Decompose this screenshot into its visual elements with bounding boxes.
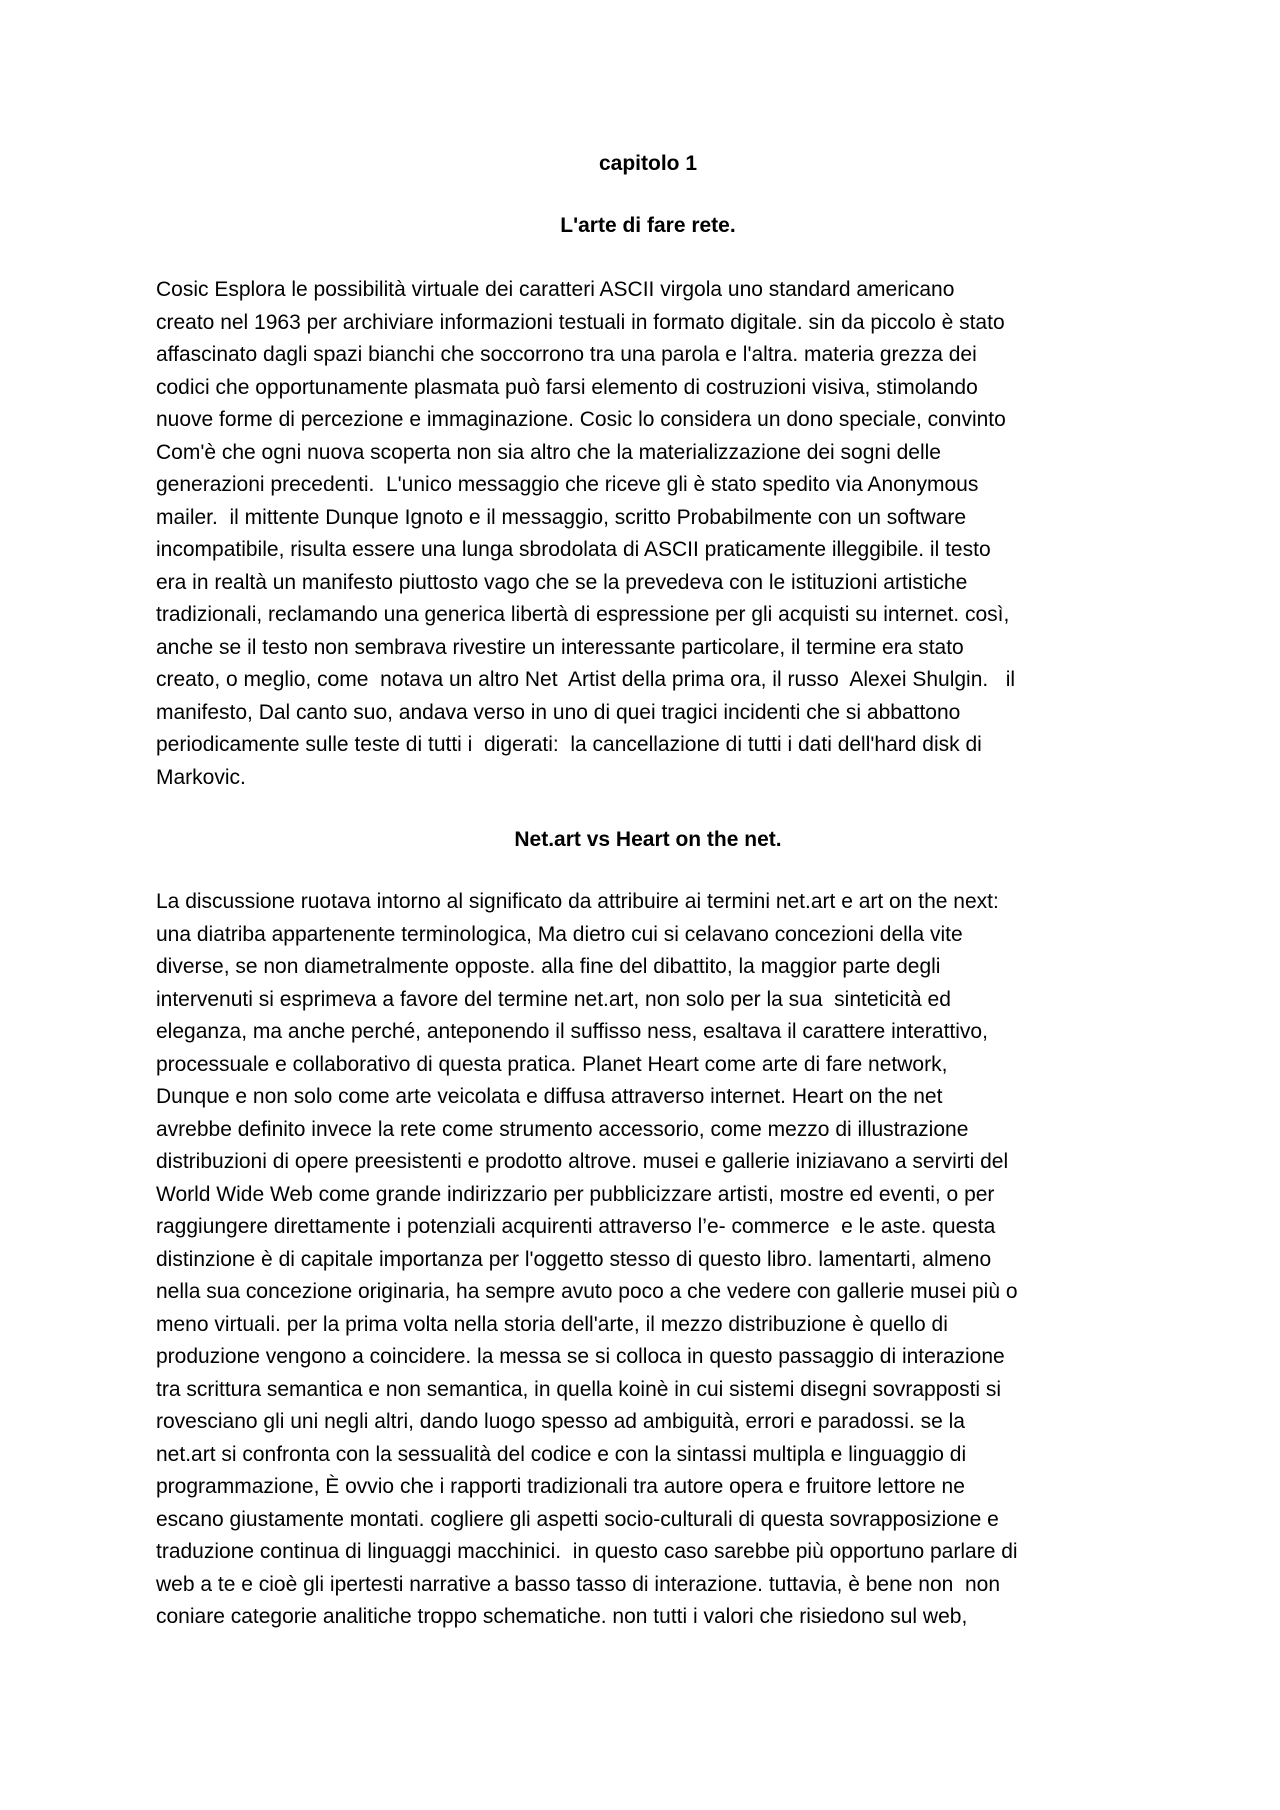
text-line: produzione vengono a coincidere. la messa se si colloca in questo passaggio di interazione — [156, 1345, 1005, 1368]
text-line: creato nel 1963 per archiviare informazioni testuali in formato digitale. sin da piccolo è stato — [156, 310, 1005, 334]
paragraph-intro — [156, 274, 1140, 794]
text-line: coniare categorie analitiche troppo schematiche. non tutti i valori che risiedono sul web, — [156, 1605, 968, 1628]
text-line: La discussione ruotava intorno al significato da attribuire ai termini net.art e art on the next: — [156, 890, 999, 913]
text-line: distinzione è di capitale importanza per l'oggetto stesso di questo libro. lamentarti, almeno — [156, 1247, 992, 1271]
text-line: World Wide Web come grande indirizzario per pubblicizzare artisti, mostre ed eventi, o per — [156, 1182, 995, 1206]
text-line: Dunque e non solo come arte veicolata e diffusa attraverso internet. Heart on the net — [156, 1085, 943, 1108]
text-line: Markovic. — [156, 765, 246, 789]
text-line: mailer. il mittente Dunque Ignoto e il messaggio, scritto Probabilmente con un software — [156, 505, 967, 529]
text-line: anche se il testo non sembrava rivestire un interessante particolare, il termine era stato — [156, 635, 964, 659]
text-line: incompatibile, risulta essere una lunga sbrodolata di ASCII praticamente illeggibile. il testo — [156, 538, 991, 561]
text-line: creato, o meglio, come notava un altro Net Artist della prima ora, il russo Alexei Shulgin. il — [156, 668, 1016, 691]
text-line: era in realtà un manifesto piuttosto vago che se la prevedeva con le istituzioni artistiche — [156, 570, 968, 594]
text-line: raggiungere direttamente i potenziali acquirenti attraverso l’e- commerce e le aste. questa — [156, 1215, 996, 1238]
chapter-title: L'arte di fare rete. — [560, 214, 736, 237]
text-line: escano giustamente montati. cogliere gli aspetti socio-culturali di questa sovrapposizione e — [156, 1507, 999, 1531]
text-line: periodicamente sulle teste di tutti i digerati: la cancellazione di tutti i dati dell'hard disk di — [156, 733, 982, 756]
text-line: tra scrittura semantica e non semantica, in quella koinè in cui sistemi disegni sovrapposti si — [156, 1377, 1002, 1401]
text-line: eleganza, ma anche perché, anteponendo il suffisso ness, esaltava il carattere interattivo, — [156, 1020, 988, 1043]
text-line: meno virtuali. per la prima volta nella storia dell'arte, il mezzo distribuzione è quello di — [156, 1312, 948, 1336]
text-line: net.art si confronta con la sessualità del codice e con la sintassi multipla e linguaggio di — [156, 1442, 967, 1466]
text-line: intervenuti si esprimeva a favore del termine net.art, non solo per la sua sinteticità ed — [156, 987, 951, 1011]
chapter-heading: capitolo 1 — [598, 152, 698, 175]
text-line: processuale e collaborativo di questa pratica. Planet Heart come arte di fare network, — [156, 1052, 948, 1076]
text-line: diverse, se non diametralmente opposte. alla fine del dibattito, la maggior parte degli — [156, 955, 941, 978]
paragraph-discussion — [156, 886, 1140, 1634]
section-heading: Net.art vs Heart on the net. — [514, 828, 782, 851]
text-line: codici che opportunamente plasmata può farsi elemento di costruzioni visiva, stimolando — [156, 375, 978, 399]
text-line: avrebbe definito invece la rete come strumento accessorio, come mezzo di illustrazione — [156, 1117, 969, 1141]
text-line: nella sua concezione originaria, ha sempre avuto poco a che vedere con gallerie musei più o — [156, 1280, 1018, 1303]
text-line: generazioni precedenti. L'unico messaggio che riceve gli è stato spedito via Anonymous — [156, 473, 979, 496]
text-line: Cosic Esplora le possibilità virtuale dei caratteri ASCII virgola uno standard americano — [156, 278, 955, 301]
document-page — [156, 148, 1140, 1634]
text-line: tradizionali, reclamando una generica libertà di espressione per gli acquisti su internet. così, — [156, 603, 1010, 626]
text-line: distribuzioni di opere preesistenti e prodotto altrove. musei e gallerie iniziavano a servirti del — [156, 1150, 1009, 1173]
text-line: Com'è che ogni nuova scoperta non sia altro che la materializzazione dei sogni delle — [156, 440, 941, 464]
text-line: una diatriba appartenente terminologica, Ma dietro cui si celavano concezioni della vite — [156, 922, 963, 946]
text-line: traduzione continua di linguaggi macchinici. in questo caso sarebbe più opportuno parlare di — [156, 1540, 1018, 1563]
text-line: programmazione, È ovvio che i rapporti tradizionali tra autore opera e fruitore lettore ne — [156, 1475, 965, 1498]
text-line: nuove forme di percezione e immaginazione. Cosic lo considera un dono speciale, convinto — [156, 408, 1006, 431]
text-line: rovesciano gli uni negli altri, dando luogo spesso ad ambiguità, errori e paradossi. se la — [156, 1410, 965, 1433]
text-line: web a te e cioè gli ipertesti narrative a basso tasso di interazione. tuttavia, è bene non non — [156, 1572, 1001, 1596]
text-line: manifesto, Dal canto suo, andava verso in uno di quei tragici incidenti che si abbattono — [156, 700, 961, 724]
text-line: affascinato dagli spazi bianchi che soccorrono tra una parola e l'altra. materia grezza dei — [156, 343, 977, 366]
